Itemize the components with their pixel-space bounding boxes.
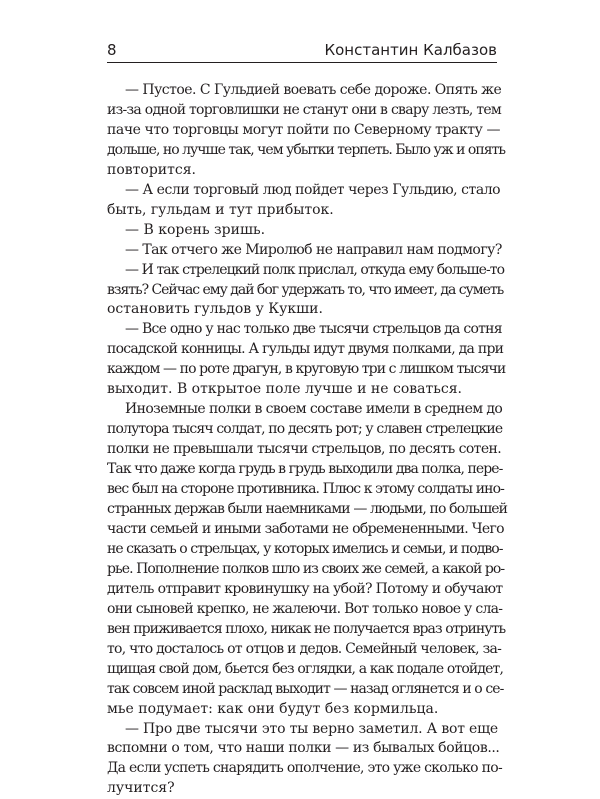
text-line: — А если торговый люд пойдет через Гульдию, стало	[107, 181, 497, 201]
text-line: вспомни о том, что наши полки — из бывалых бойцов...	[107, 739, 497, 759]
text-line: из-за одной торговлишки не станут они в свару лезть, тем	[107, 101, 497, 121]
text-line: странных держав были наемниками — людьми, по большей	[107, 500, 497, 520]
text-line: — Пустое. С Гульдией воевать себе дороже. Опять же	[107, 81, 497, 101]
text-line: части семьей и иными заботами не обремененными. Чего	[107, 520, 497, 540]
text-line: паче что торговцы могут пойти по Северному тракту —	[107, 121, 497, 141]
text-line: взять? Сейчас ему дай бог удержать то, что имеет, да суметь	[107, 281, 497, 301]
text-line: — Так отчего же Миролюб не направил нам подмогу?	[107, 241, 497, 261]
paragraph	[107, 261, 497, 321]
text-line: полутора тысяч солдат, по десять рот; у славен стрелецкие	[107, 420, 497, 440]
body-text	[107, 81, 497, 799]
paragraph	[107, 720, 497, 799]
text-line: так совсем иной расклад выходит — назад оглянется и о се-	[107, 680, 497, 700]
paragraph	[107, 221, 497, 241]
text-line: полки не превышали тысячи стрельцов, по десять сотен.	[107, 440, 497, 460]
paragraph	[107, 320, 497, 400]
text-line: вес был на стороне противника. Плюс к этому солдаты ино-	[107, 480, 497, 500]
text-line: каждом — по роте драгун, в круговую три с лишком тысячи	[107, 360, 497, 380]
text-line: — Про две тысячи это ты верно заметил. А вот еще	[107, 720, 497, 740]
running-title: Константин Калбазов	[324, 40, 497, 60]
text-line: Иноземные полки в своем составе имели в среднем до	[107, 400, 497, 420]
text-line: — В корень зришь.	[107, 221, 497, 241]
text-line: Так что даже когда грудь в грудь выходили два полка, пере-	[107, 460, 497, 480]
text-line: щищая свой дом, бьется без оглядки, а как подале отойдет,	[107, 660, 497, 680]
text-line: то, что досталось от отцов и дедов. Семейный человек, за-	[107, 640, 497, 660]
text-line: повторится.	[107, 161, 497, 181]
text-line: дольше, но лучше так, чем убытки терпеть. Было уж и опять	[107, 141, 497, 161]
text-line: дитель отправит кровинушку на убой? Потому и обучают	[107, 580, 497, 600]
text-line: — И так стрелецкий полк прислал, откуда ему больше-то	[107, 261, 497, 281]
text-line: посадской конницы. А гульды идут двумя полками, да при	[107, 340, 497, 360]
paragraph	[107, 400, 497, 719]
page-header	[107, 40, 497, 63]
text-line: мье подумает: как они будут без кормильца.	[107, 700, 497, 720]
text-line: вен приживается плохо, никак не получается враз отринуть	[107, 620, 497, 640]
page-number: 8	[107, 40, 117, 60]
text-line: они сыновей крепко, не жалеючи. Вот только новое у сла-	[107, 600, 497, 620]
paragraph	[107, 81, 497, 181]
text-line: Да если успеть снарядить ополчение, это уже сколько по-	[107, 759, 497, 779]
paragraph	[107, 241, 497, 261]
text-line: быть, гульдам и тут прибыток.	[107, 201, 497, 221]
text-line: выходит. В открытое поле лучше и не соваться.	[107, 380, 497, 400]
paragraph	[107, 181, 497, 221]
text-line: лучится?	[107, 779, 497, 799]
text-line: рье. Пополнение полков шло из своих же семей, а какой ро-	[107, 560, 497, 580]
text-line: — Все одно у нас только две тысячи стрельцов да сотня	[107, 320, 497, 340]
text-line: остановить гульдов у Кукши.	[107, 300, 497, 320]
text-line: не сказать о стрельцах, у которых имелись и семьи, и подво-	[107, 540, 497, 560]
